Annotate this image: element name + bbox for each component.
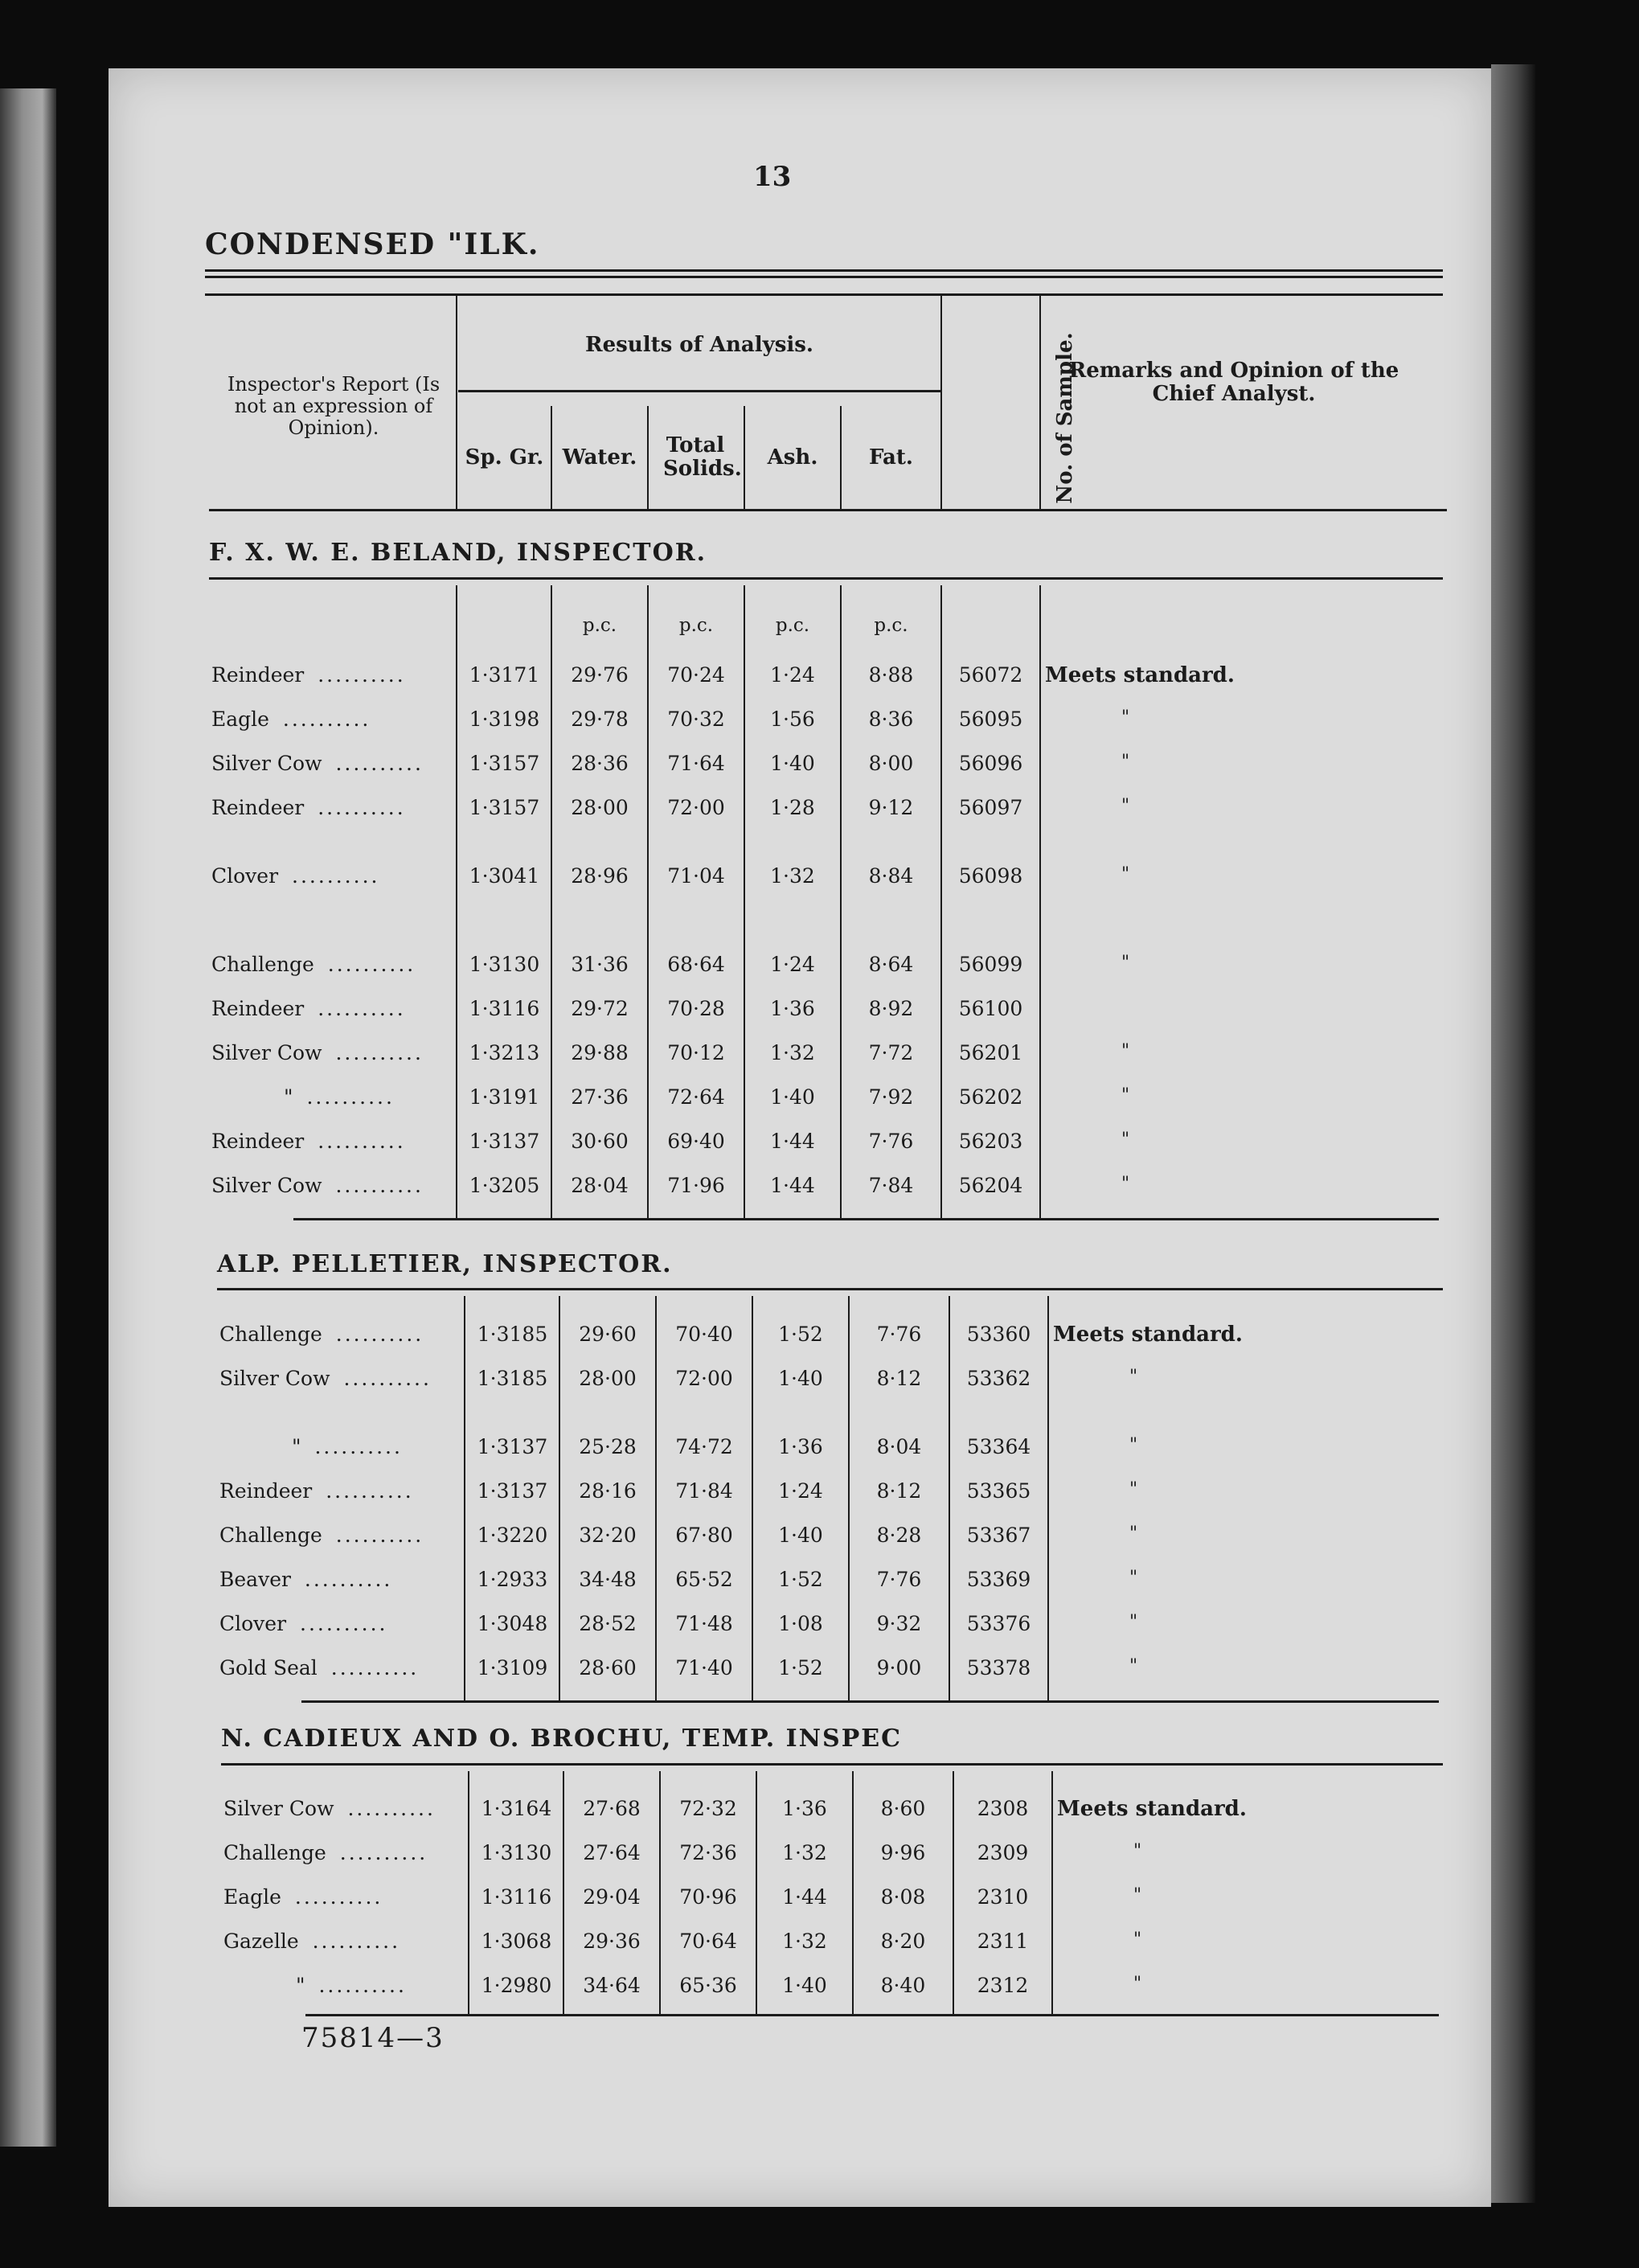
cell-solids: 70·12 bbox=[667, 1041, 725, 1064]
remark-cell: Meets standard. bbox=[1045, 663, 1235, 687]
cell-sp-gr: 1·3041 bbox=[469, 864, 540, 888]
dot-leader: .......... bbox=[291, 1612, 388, 1635]
cell-water: 29·04 bbox=[583, 1885, 641, 1909]
page-title: CONDENSED "ILK. bbox=[205, 228, 540, 261]
dot-leader: .......... bbox=[317, 1479, 414, 1503]
cell-sample: 2311 bbox=[977, 1930, 1029, 1953]
dot-leader: .......... bbox=[326, 752, 424, 775]
remark-cell: " bbox=[1121, 1130, 1130, 1150]
cell-sp-gr: 1·3157 bbox=[469, 796, 540, 819]
column-divider bbox=[1047, 1296, 1049, 1700]
cell-solids: 70·40 bbox=[675, 1323, 733, 1346]
cell-water: 28·00 bbox=[571, 796, 629, 819]
section-end-rule bbox=[301, 1700, 1439, 1703]
cell-fat: 8·92 bbox=[868, 997, 914, 1020]
product-name: Eagle .......... bbox=[223, 1885, 383, 1909]
cell-sample: 2308 bbox=[977, 1797, 1029, 1820]
cell-solids: 72·36 bbox=[679, 1841, 737, 1864]
cell-solids: 71·96 bbox=[667, 1174, 725, 1197]
section-rule bbox=[217, 1288, 1443, 1290]
cell-solids: 71·48 bbox=[675, 1612, 733, 1635]
col-header-sp-gr: Sp. Gr. bbox=[465, 445, 544, 470]
cell-sp-gr: 1·3185 bbox=[477, 1367, 548, 1390]
cell-solids: 71·84 bbox=[675, 1479, 733, 1503]
cell-ash: 1·40 bbox=[770, 1085, 815, 1109]
dot-leader: .......... bbox=[309, 1974, 407, 1997]
cell-fat: 8·12 bbox=[876, 1367, 922, 1390]
cell-ash: 1·44 bbox=[770, 1130, 815, 1153]
cell-sp-gr: 1·3171 bbox=[469, 663, 540, 687]
cell-fat: 7·76 bbox=[876, 1568, 922, 1591]
product-name: Reindeer .......... bbox=[211, 1130, 406, 1153]
cell-water: 29·76 bbox=[571, 663, 629, 687]
dot-leader: .......... bbox=[309, 663, 406, 687]
header-bottom-rule bbox=[209, 509, 1447, 511]
dot-leader: .......... bbox=[309, 796, 406, 819]
cell-solids: 65·52 bbox=[675, 1568, 733, 1591]
cell-solids: 71·40 bbox=[675, 1656, 733, 1679]
cell-solids: 70·24 bbox=[667, 663, 725, 687]
cell-ash: 1·24 bbox=[770, 953, 815, 976]
cell-sp-gr: 1·3116 bbox=[469, 997, 540, 1020]
dot-leader: .......... bbox=[297, 1085, 395, 1109]
product-name: Silver Cow .......... bbox=[211, 752, 424, 775]
cell-sp-gr: 1·3220 bbox=[477, 1524, 548, 1547]
dot-leader: .......... bbox=[303, 1930, 401, 1953]
cell-sample: 56099 bbox=[958, 953, 1023, 976]
cell-water: 29·88 bbox=[571, 1041, 629, 1064]
remark-cell: " bbox=[1129, 1435, 1138, 1455]
product-name: Eagle .......... bbox=[211, 707, 371, 731]
cell-sample: 53362 bbox=[966, 1367, 1031, 1390]
cell-sample: 56201 bbox=[958, 1041, 1023, 1064]
remark-cell: " bbox=[1121, 953, 1130, 973]
cell-solids: 74·72 bbox=[675, 1435, 733, 1458]
cell-sp-gr: 1·3213 bbox=[469, 1041, 540, 1064]
cell-sample: 2312 bbox=[977, 1974, 1029, 1997]
remark-cell: Meets standard. bbox=[1057, 1797, 1247, 1821]
cell-sp-gr: 1·2933 bbox=[477, 1568, 548, 1591]
cell-fat: 8·00 bbox=[868, 752, 914, 775]
cell-water: 29·72 bbox=[571, 997, 629, 1020]
remark-cell: " bbox=[1121, 752, 1130, 772]
cell-sample: 2309 bbox=[977, 1841, 1029, 1864]
col-header-fat: Fat. bbox=[869, 445, 913, 470]
remark-cell: " bbox=[1121, 864, 1130, 884]
remark-cell: " bbox=[1129, 1656, 1138, 1676]
remark-cell: " bbox=[1121, 707, 1130, 728]
cell-sp-gr: 1·3157 bbox=[469, 752, 540, 775]
header-top-rule bbox=[205, 293, 1443, 296]
remark-cell: " bbox=[1133, 1885, 1142, 1905]
remark-cell: " bbox=[1133, 1841, 1142, 1861]
cell-solids: 71·04 bbox=[667, 864, 725, 888]
header-divider bbox=[647, 406, 649, 509]
cell-water: 28·52 bbox=[579, 1612, 637, 1635]
cell-sp-gr: 1·3198 bbox=[469, 707, 540, 731]
dot-leader: .......... bbox=[322, 1656, 420, 1679]
cell-solids: 69·40 bbox=[667, 1130, 725, 1153]
cell-sample: 56202 bbox=[958, 1085, 1023, 1109]
cell-sp-gr: 1·3137 bbox=[477, 1435, 548, 1458]
cell-ash: 1·36 bbox=[778, 1435, 823, 1458]
cell-sp-gr: 1·3130 bbox=[481, 1841, 552, 1864]
remark-cell: Meets standard. bbox=[1053, 1323, 1243, 1347]
cell-sp-gr: 1·3068 bbox=[481, 1930, 552, 1953]
cell-ash: 1·40 bbox=[778, 1524, 823, 1547]
cell-solids: 72·00 bbox=[675, 1367, 733, 1390]
cell-fat: 8·60 bbox=[880, 1797, 926, 1820]
cell-sample: 56204 bbox=[958, 1174, 1023, 1197]
cell-sample: 56096 bbox=[958, 752, 1023, 775]
dot-leader: .......... bbox=[295, 1568, 393, 1591]
cell-fat: 9·32 bbox=[876, 1612, 922, 1635]
cell-water: 31·36 bbox=[571, 953, 629, 976]
cell-sample: 53369 bbox=[966, 1568, 1031, 1591]
dot-leader: .......... bbox=[309, 1130, 406, 1153]
cell-ash: 1·56 bbox=[770, 707, 815, 731]
cell-ash: 1·36 bbox=[782, 1797, 827, 1820]
product-name: Challenge .......... bbox=[219, 1323, 424, 1346]
cell-sample: 2310 bbox=[977, 1885, 1029, 1909]
dot-leader: .......... bbox=[283, 864, 380, 888]
dot-leader: .......... bbox=[326, 1174, 424, 1197]
product-name: Silver Cow .......... bbox=[211, 1041, 424, 1064]
dot-leader: .......... bbox=[309, 997, 406, 1020]
cell-sample: 53364 bbox=[966, 1435, 1031, 1458]
cell-solids: 70·96 bbox=[679, 1885, 737, 1909]
page-stack-edge bbox=[1491, 64, 1535, 2203]
cell-fat: 8·84 bbox=[868, 864, 914, 888]
section-title: N. CADIEUX AND O. BROCHU, TEMP. INSPEC bbox=[221, 1725, 903, 1753]
cell-water: 28·04 bbox=[571, 1174, 629, 1197]
dot-leader: .......... bbox=[318, 953, 416, 976]
cell-fat: 8·36 bbox=[868, 707, 914, 731]
cell-water: 28·96 bbox=[571, 864, 629, 888]
product-name: Challenge .......... bbox=[219, 1524, 424, 1547]
inspector-report-header: Inspector's Report (Is not an expression of Opinion). bbox=[227, 373, 440, 439]
remark-cell: " bbox=[1133, 1930, 1142, 1950]
cell-ash: 1·32 bbox=[770, 1041, 815, 1064]
product-name: Challenge .......... bbox=[223, 1841, 428, 1864]
cell-sp-gr: 1·3205 bbox=[469, 1174, 540, 1197]
product-name: " .......... bbox=[284, 1085, 395, 1109]
cell-fat: 8·12 bbox=[876, 1479, 922, 1503]
cell-water: 28·36 bbox=[571, 752, 629, 775]
cell-fat: 8·28 bbox=[876, 1524, 922, 1547]
cell-fat: 8·20 bbox=[880, 1930, 926, 1953]
cell-sp-gr: 1·3130 bbox=[469, 953, 540, 976]
dot-leader: .......... bbox=[338, 1797, 436, 1820]
cell-water: 29·36 bbox=[583, 1930, 641, 1953]
cell-solids: 70·64 bbox=[679, 1930, 737, 1953]
cell-water: 28·16 bbox=[579, 1479, 637, 1503]
column-divider bbox=[464, 1296, 465, 1700]
cell-ash: 1·36 bbox=[770, 997, 815, 1020]
cell-solids: 70·32 bbox=[667, 707, 725, 731]
cell-solids: 72·64 bbox=[667, 1085, 725, 1109]
header-divider bbox=[1039, 293, 1041, 509]
col-header-ash: Ash. bbox=[767, 445, 818, 470]
dot-leader: .......... bbox=[273, 707, 371, 731]
remark-cell: " bbox=[1121, 796, 1130, 816]
cell-fat: 7·92 bbox=[868, 1085, 914, 1109]
cell-sample: 53360 bbox=[966, 1323, 1031, 1346]
product-name: " .......... bbox=[296, 1974, 407, 1997]
column-divider bbox=[456, 585, 457, 1218]
dot-leader: .......... bbox=[305, 1435, 403, 1458]
cell-fat: 7·72 bbox=[868, 1041, 914, 1064]
cell-solids: 71·64 bbox=[667, 752, 725, 775]
cell-ash: 1·40 bbox=[778, 1367, 823, 1390]
remarks-header: Remarks and Opinion of the Chief Analyst. bbox=[1068, 359, 1399, 407]
dot-leader: .......... bbox=[326, 1323, 424, 1346]
cell-sp-gr: 1·3137 bbox=[477, 1479, 548, 1503]
remark-cell: " bbox=[1121, 1041, 1130, 1061]
remark-cell: " bbox=[1129, 1479, 1138, 1499]
remark-cell: " bbox=[1129, 1367, 1138, 1387]
product-name: Challenge .......... bbox=[211, 953, 416, 976]
cell-ash: 1·28 bbox=[770, 796, 815, 819]
cell-fat: 9·96 bbox=[880, 1841, 926, 1864]
cell-ash: 1·32 bbox=[782, 1841, 827, 1864]
cell-ash: 1·52 bbox=[778, 1323, 823, 1346]
cell-fat: 9·00 bbox=[876, 1656, 922, 1679]
cell-fat: 8·88 bbox=[868, 663, 914, 687]
product-name: Clover .......... bbox=[211, 864, 380, 888]
cell-fat: 8·04 bbox=[876, 1435, 922, 1458]
cell-water: 34·64 bbox=[583, 1974, 641, 1997]
header-divider bbox=[940, 293, 942, 509]
cell-sample: 56072 bbox=[958, 663, 1023, 687]
product-name: Reindeer .......... bbox=[211, 997, 406, 1020]
cell-sample: 53365 bbox=[966, 1479, 1031, 1503]
product-name: Reindeer .......... bbox=[219, 1479, 414, 1503]
results-of-analysis-header: Results of Analysis. bbox=[585, 333, 813, 357]
cell-sp-gr: 1·3164 bbox=[481, 1797, 552, 1820]
product-name: " .......... bbox=[292, 1435, 403, 1458]
product-name: Gazelle .......... bbox=[223, 1930, 401, 1953]
cell-ash: 1·32 bbox=[782, 1930, 827, 1953]
cell-water: 30·60 bbox=[571, 1130, 629, 1153]
cell-ash: 1·08 bbox=[778, 1612, 823, 1635]
column-divider bbox=[1039, 585, 1041, 1218]
remark-cell: " bbox=[1129, 1524, 1138, 1544]
cell-fat: 7·84 bbox=[868, 1174, 914, 1197]
cell-sp-gr: 1·2980 bbox=[481, 1974, 552, 1997]
cell-ash: 1·24 bbox=[778, 1479, 823, 1503]
cell-fat: 7·76 bbox=[876, 1323, 922, 1346]
cell-ash: 1·40 bbox=[770, 752, 815, 775]
document-page bbox=[109, 68, 1491, 2207]
product-name: Silver Cow .......... bbox=[223, 1797, 436, 1820]
cell-sp-gr: 1·3185 bbox=[477, 1323, 548, 1346]
unit-label: p.c. bbox=[678, 615, 714, 636]
section-title: ALP. PELLETIER, INSPECTOR. bbox=[217, 1250, 673, 1278]
section-end-rule bbox=[305, 2014, 1439, 2016]
section-title: F. X. W. E. BELAND, INSPECTOR. bbox=[209, 539, 707, 567]
col-header-total-solids: Total Solids. bbox=[663, 433, 742, 482]
cell-ash: 1·52 bbox=[778, 1656, 823, 1679]
cell-sample: 53367 bbox=[966, 1524, 1031, 1547]
cell-ash: 1·24 bbox=[770, 663, 815, 687]
product-name: Reindeer .......... bbox=[211, 796, 406, 819]
cell-water: 27·36 bbox=[571, 1085, 629, 1109]
footer-code: 75814—3 bbox=[301, 2022, 445, 2054]
remark-cell: " bbox=[1121, 1085, 1130, 1105]
cell-ash: 1·40 bbox=[782, 1974, 827, 1997]
cell-water: 34·48 bbox=[579, 1568, 637, 1591]
dot-leader: .......... bbox=[285, 1885, 383, 1909]
cell-water: 25·28 bbox=[579, 1435, 637, 1458]
cell-fat: 8·08 bbox=[880, 1885, 926, 1909]
remark-cell: " bbox=[1129, 1568, 1138, 1588]
cell-fat: 8·64 bbox=[868, 953, 914, 976]
cell-water: 27·68 bbox=[583, 1797, 641, 1820]
cell-solids: 68·64 bbox=[667, 953, 725, 976]
cell-sp-gr: 1·3109 bbox=[477, 1656, 548, 1679]
cell-fat: 7·76 bbox=[868, 1130, 914, 1153]
results-rule bbox=[458, 390, 940, 392]
col-header-water: Water. bbox=[562, 445, 637, 470]
cell-ash: 1·32 bbox=[770, 864, 815, 888]
dot-leader: .......... bbox=[334, 1367, 432, 1390]
cell-sample: 56095 bbox=[958, 707, 1023, 731]
unit-label: p.c. bbox=[874, 615, 908, 636]
product-name: Gold Seal .......... bbox=[219, 1656, 420, 1679]
cell-water: 29·78 bbox=[571, 707, 629, 731]
product-name: Beaver .......... bbox=[219, 1568, 393, 1591]
cell-water: 28·60 bbox=[579, 1656, 637, 1679]
cell-ash: 1·52 bbox=[778, 1568, 823, 1591]
dot-leader: .......... bbox=[330, 1841, 428, 1864]
remark-cell: " bbox=[1129, 1612, 1138, 1632]
column-divider bbox=[1051, 1771, 1053, 2014]
section-end-rule bbox=[293, 1218, 1439, 1220]
dot-leader: .......... bbox=[326, 1041, 424, 1064]
product-name: Clover .......... bbox=[219, 1612, 388, 1635]
cell-ash: 1·44 bbox=[782, 1885, 827, 1909]
remark-cell: " bbox=[1121, 1174, 1130, 1194]
product-name: Silver Cow .......... bbox=[219, 1367, 432, 1390]
unit-label: p.c. bbox=[775, 615, 810, 636]
title-rule bbox=[205, 269, 1443, 272]
cell-solids: 67·80 bbox=[675, 1524, 733, 1547]
cell-sample: 53376 bbox=[966, 1612, 1031, 1635]
cell-sp-gr: 1·3137 bbox=[469, 1130, 540, 1153]
cell-sample: 56098 bbox=[958, 864, 1023, 888]
cell-water: 32·20 bbox=[579, 1524, 637, 1547]
section-rule bbox=[209, 577, 1443, 580]
cell-solids: 65·36 bbox=[679, 1974, 737, 1997]
adjacent-page-edge bbox=[0, 88, 56, 2147]
title-rule-double bbox=[205, 276, 1443, 278]
unit-label: p.c. bbox=[582, 615, 617, 636]
cell-water: 28·00 bbox=[579, 1367, 637, 1390]
cell-sample: 56203 bbox=[958, 1130, 1023, 1153]
dot-leader: .......... bbox=[326, 1524, 424, 1547]
cell-ash: 1·44 bbox=[770, 1174, 815, 1197]
cell-water: 27·64 bbox=[583, 1841, 641, 1864]
cell-water: 29·60 bbox=[579, 1323, 637, 1346]
cell-sample: 56100 bbox=[958, 997, 1023, 1020]
cell-sample: 53378 bbox=[966, 1656, 1031, 1679]
cell-fat: 8·40 bbox=[880, 1974, 926, 1997]
page-number: 13 bbox=[753, 161, 792, 193]
cell-solids: 70·28 bbox=[667, 997, 725, 1020]
remark-cell: " bbox=[1133, 1974, 1142, 1994]
cell-sample: 56097 bbox=[958, 796, 1023, 819]
section-rule bbox=[221, 1763, 1443, 1766]
cell-fat: 9·12 bbox=[868, 796, 914, 819]
cell-sp-gr: 1·3191 bbox=[469, 1085, 540, 1109]
product-name: Reindeer .......... bbox=[211, 663, 406, 687]
cell-sp-gr: 1·3048 bbox=[477, 1612, 548, 1635]
cell-solids: 72·00 bbox=[667, 796, 725, 819]
product-name: Silver Cow .......... bbox=[211, 1174, 424, 1197]
cell-solids: 72·32 bbox=[679, 1797, 737, 1820]
no-of-sample-header: No. of Sample. bbox=[1053, 332, 1077, 504]
cell-sp-gr: 1·3116 bbox=[481, 1885, 552, 1909]
